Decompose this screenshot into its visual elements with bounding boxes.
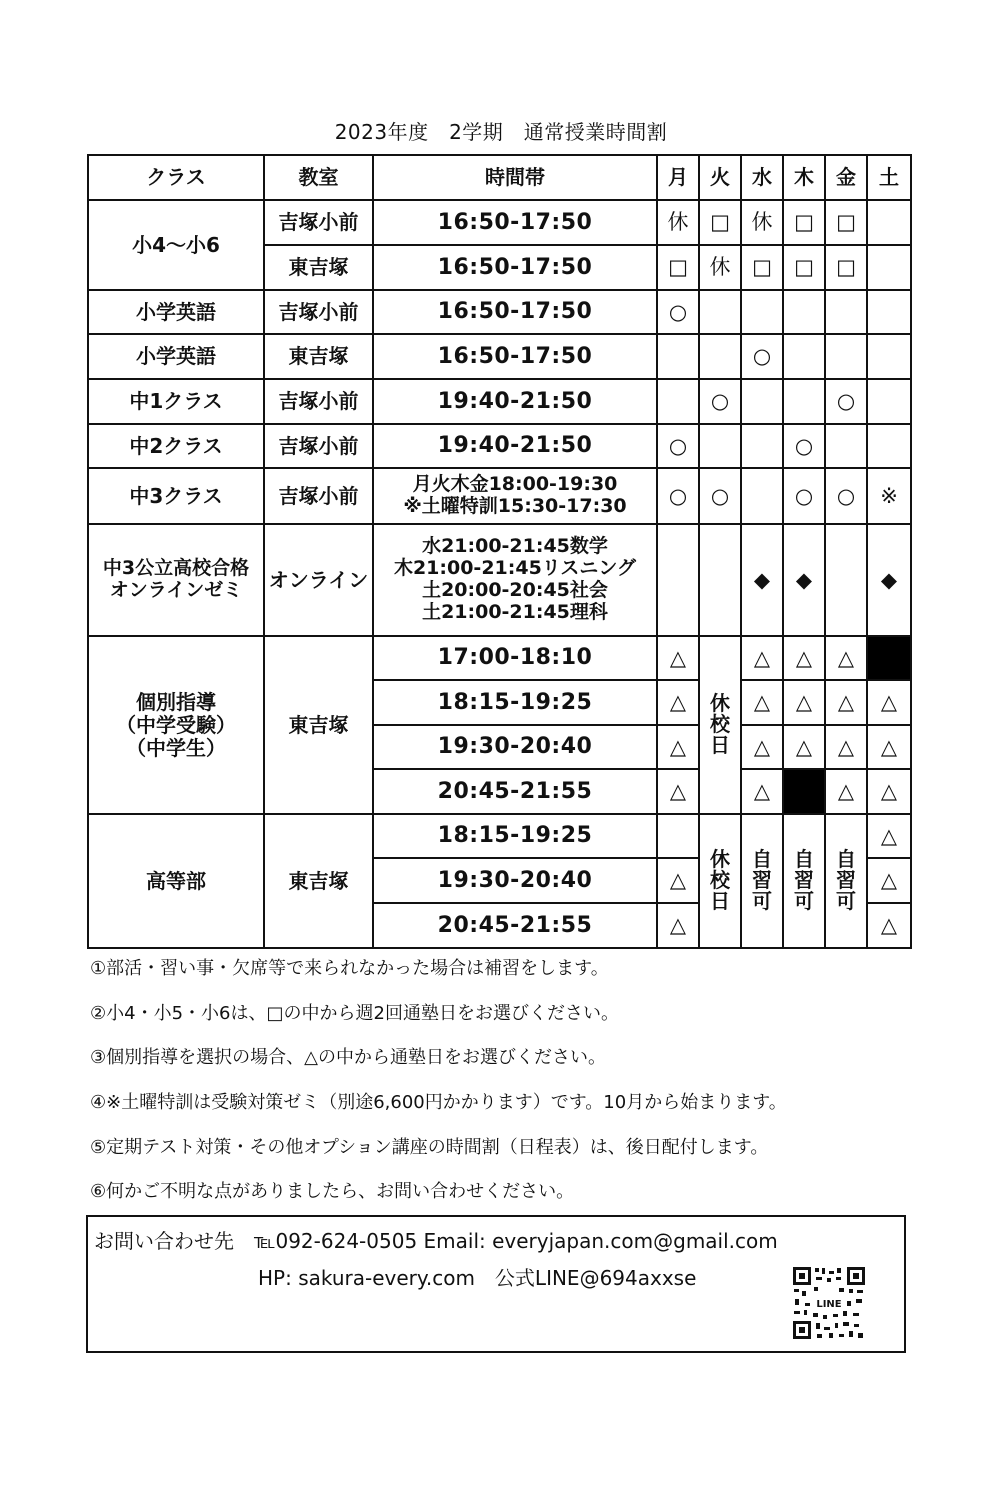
day-cell-mon bbox=[657, 524, 699, 636]
header-wed: 水 bbox=[741, 155, 783, 200]
note-item: ④※土曜特訓は受験対策ゼミ（別途6,600円かかります）です。10月から始まります。 bbox=[90, 1092, 787, 1114]
day-cell-tue bbox=[699, 290, 741, 334]
day-cell-mon: △ bbox=[657, 858, 699, 903]
day-cell-mon bbox=[657, 814, 699, 858]
time-cell bbox=[373, 524, 657, 636]
time-cell: 19:40-21:50 bbox=[373, 424, 657, 468]
time-line: 木21:00-21:45リスニング bbox=[393, 557, 637, 580]
time-cell: 19:40-21:50 bbox=[373, 379, 657, 424]
svg-text:LINE: LINE bbox=[816, 1299, 842, 1310]
day-cell-mon: △ bbox=[657, 903, 699, 948]
room-cell: 吉塚小前 bbox=[264, 200, 373, 245]
time-cell: 20:45-21:55 bbox=[373, 903, 657, 948]
day-cell-sat: △ bbox=[867, 814, 911, 858]
day-cell-fri: □ bbox=[825, 245, 867, 290]
day-cell-fri: △ bbox=[825, 725, 867, 769]
class-line: （中学生） bbox=[126, 735, 226, 760]
day-cell-thu bbox=[783, 379, 825, 424]
day-cell-mon: ○ bbox=[657, 468, 699, 524]
blocked-cell bbox=[867, 636, 911, 680]
timetable bbox=[87, 154, 912, 949]
day-cell-wed bbox=[741, 379, 783, 424]
day-cell-sat: △ bbox=[867, 680, 911, 725]
time-cell: 16:50-17:50 bbox=[373, 245, 657, 290]
table-row bbox=[88, 636, 911, 680]
day-cell-wed: △ bbox=[741, 680, 783, 725]
note-item: ②小4・小5・小6は、□の中から週2回通塾日をお選びください。 bbox=[90, 1002, 619, 1024]
header-sat: 土 bbox=[867, 155, 911, 200]
time-line: 土21:00-21:45理科 bbox=[422, 600, 608, 623]
class-cell: 中2クラス bbox=[88, 424, 264, 468]
day-cell-mon: 休 bbox=[657, 200, 699, 245]
day-cell-mon: ○ bbox=[657, 424, 699, 468]
contact-info: お問い合わせ先 ℡092-624-0505 Email: everyjapan.com@gmail.com bbox=[94, 1229, 778, 1253]
day-cell-mon: ○ bbox=[657, 290, 699, 334]
class-line: （中学受験） bbox=[116, 712, 236, 737]
room-cell: オンライン bbox=[264, 524, 373, 636]
day-cell-mon: △ bbox=[657, 636, 699, 680]
table-row bbox=[88, 424, 911, 468]
day-cell-fri: □ bbox=[825, 200, 867, 245]
self-study-label: 自 習 可 bbox=[752, 847, 772, 913]
time-cell: 18:15-19:25 bbox=[373, 814, 657, 858]
note-item: ⑤定期テスト対策・その他オプション講座の時間割（日程表）は、後日配付します。 bbox=[90, 1136, 769, 1158]
day-cell-tue: 休 bbox=[699, 245, 741, 290]
header-time: 時間帯 bbox=[373, 155, 657, 200]
day-cell-wed: ○ bbox=[741, 334, 783, 379]
self-study-cell bbox=[825, 814, 867, 948]
day-cell-wed: △ bbox=[741, 769, 783, 814]
day-cell-wed: △ bbox=[741, 636, 783, 680]
time-line: 水21:00-21:45数学 bbox=[422, 535, 608, 558]
header-row bbox=[88, 155, 911, 200]
day-cell-fri bbox=[825, 334, 867, 379]
day-cell-sat bbox=[867, 379, 911, 424]
day-cell-fri: △ bbox=[825, 680, 867, 725]
time-line: 月火木金18:00-19:30 bbox=[412, 473, 618, 496]
contact-web: HP: sakura-every.com 公式LINE@694axxse bbox=[258, 1266, 697, 1290]
day-cell-wed: 休 bbox=[741, 200, 783, 245]
day-cell-sat: △ bbox=[867, 725, 911, 769]
time-cell: 19:30-20:40 bbox=[373, 725, 657, 769]
time-cell: 18:15-19:25 bbox=[373, 680, 657, 725]
time-line: ※土曜特訓15:30-17:30 bbox=[403, 495, 627, 517]
note-item: ①部活・習い事・欠席等で来られなかった場合は補習をします。 bbox=[90, 958, 609, 979]
room-cell: 吉塚小前 bbox=[264, 379, 373, 424]
day-cell-thu bbox=[783, 290, 825, 334]
self-study-label: 自 習 可 bbox=[794, 847, 814, 913]
class-line: オンラインゼミ bbox=[109, 579, 243, 601]
day-cell-wed bbox=[741, 424, 783, 468]
page-title: 2023年度 2学期 通常授業時間割 bbox=[334, 120, 668, 144]
day-cell-sat: ◆ bbox=[867, 524, 911, 636]
day-cell-thu: ○ bbox=[783, 468, 825, 524]
class-line: 中3公立高校合格 bbox=[102, 557, 250, 580]
table-row bbox=[88, 468, 911, 524]
day-cell-thu: ○ bbox=[783, 424, 825, 468]
qr-code-icon bbox=[791, 1265, 867, 1341]
table-row bbox=[88, 334, 911, 379]
time-cell: 16:50-17:50 bbox=[373, 290, 657, 334]
day-cell-mon: △ bbox=[657, 769, 699, 814]
class-cell: 中1クラス bbox=[88, 379, 264, 424]
day-cell-mon: □ bbox=[657, 245, 699, 290]
day-cell-fri bbox=[825, 424, 867, 468]
day-cell-mon bbox=[657, 334, 699, 379]
day-cell-tue: □ bbox=[699, 200, 741, 245]
room-cell: 吉塚小前 bbox=[264, 424, 373, 468]
table-row bbox=[88, 200, 911, 245]
day-cell-sat bbox=[867, 245, 911, 290]
day-cell-wed: ◆ bbox=[741, 524, 783, 636]
time-cell: 16:50-17:50 bbox=[373, 200, 657, 245]
class-cell: 小学英語 bbox=[88, 334, 264, 379]
room-cell: 吉塚小前 bbox=[264, 468, 373, 524]
time-cell: 16:50-17:50 bbox=[373, 334, 657, 379]
time-cell: 20:45-21:55 bbox=[373, 769, 657, 814]
day-cell-thu: △ bbox=[783, 636, 825, 680]
day-cell-wed bbox=[741, 290, 783, 334]
day-cell-fri: △ bbox=[825, 636, 867, 680]
day-cell-sat bbox=[867, 334, 911, 379]
blocked-cell bbox=[783, 769, 825, 814]
header-class: クラス bbox=[88, 155, 264, 200]
day-cell-sat bbox=[867, 424, 911, 468]
class-line: 個別指導 bbox=[136, 689, 216, 714]
room-cell: 東吉塚 bbox=[264, 245, 373, 290]
time-cell: 17:00-18:10 bbox=[373, 636, 657, 680]
contact-box bbox=[86, 1215, 906, 1353]
day-cell-fri bbox=[825, 524, 867, 636]
day-cell-fri: △ bbox=[825, 769, 867, 814]
day-cell-thu: ◆ bbox=[783, 524, 825, 636]
closed-day-label: 休 校 日 bbox=[710, 847, 730, 913]
day-cell-thu bbox=[783, 334, 825, 379]
class-cell: 中3クラス bbox=[88, 468, 264, 524]
table-row bbox=[88, 290, 911, 334]
day-cell-fri bbox=[825, 290, 867, 334]
class-cell bbox=[88, 636, 264, 814]
table-row bbox=[88, 814, 911, 858]
time-line: 土20:00-20:45社会 bbox=[422, 579, 608, 601]
closed-day-cell bbox=[699, 814, 741, 948]
note-item: ③個別指導を選択の場合、△の中から通塾日をお選びください。 bbox=[90, 1047, 606, 1069]
day-cell-tue: ○ bbox=[699, 468, 741, 524]
note-item: ⑥何かご不明な点がありましたら、お問い合わせください。 bbox=[90, 1181, 575, 1203]
day-cell-sat bbox=[867, 290, 911, 334]
day-cell-mon: △ bbox=[657, 725, 699, 769]
day-cell-sat bbox=[867, 200, 911, 245]
room-cell: 東吉塚 bbox=[264, 334, 373, 379]
day-cell-sat: △ bbox=[867, 903, 911, 948]
room-cell: 吉塚小前 bbox=[264, 290, 373, 334]
day-cell-mon: △ bbox=[657, 680, 699, 725]
day-cell-tue: ○ bbox=[699, 379, 741, 424]
room-cell: 東吉塚 bbox=[264, 636, 373, 814]
class-cell: 小4～小6 bbox=[88, 200, 264, 290]
self-study-cell bbox=[741, 814, 783, 948]
header-room: 教室 bbox=[264, 155, 373, 200]
day-cell-thu: □ bbox=[783, 200, 825, 245]
day-cell-fri: ○ bbox=[825, 379, 867, 424]
header-fri: 金 bbox=[825, 155, 867, 200]
header-thu: 木 bbox=[783, 155, 825, 200]
day-cell-tue bbox=[699, 424, 741, 468]
time-cell bbox=[373, 468, 657, 524]
day-cell-sat: △ bbox=[867, 769, 911, 814]
notes-list bbox=[90, 956, 920, 1224]
self-study-cell bbox=[783, 814, 825, 948]
day-cell-thu: △ bbox=[783, 725, 825, 769]
day-cell-mon bbox=[657, 379, 699, 424]
class-cell bbox=[88, 524, 264, 636]
day-cell-thu: □ bbox=[783, 245, 825, 290]
day-cell-tue bbox=[699, 524, 741, 636]
closed-day-label: 休 校 日 bbox=[710, 691, 730, 757]
class-cell: 小学英語 bbox=[88, 290, 264, 334]
day-cell-sat: △ bbox=[867, 858, 911, 903]
class-cell: 高等部 bbox=[88, 814, 264, 948]
room-cell: 東吉塚 bbox=[264, 814, 373, 948]
closed-day-cell bbox=[699, 636, 741, 814]
header-mon: 月 bbox=[657, 155, 699, 200]
table-row bbox=[88, 524, 911, 636]
day-cell-fri: ○ bbox=[825, 468, 867, 524]
day-cell-thu: △ bbox=[783, 680, 825, 725]
day-cell-wed bbox=[741, 468, 783, 524]
table-row bbox=[88, 379, 911, 424]
time-cell: 19:30-20:40 bbox=[373, 858, 657, 903]
day-cell-wed: □ bbox=[741, 245, 783, 290]
day-cell-sat: ※ bbox=[867, 468, 911, 524]
day-cell-tue bbox=[699, 334, 741, 379]
day-cell-wed: △ bbox=[741, 725, 783, 769]
self-study-label: 自 習 可 bbox=[836, 847, 856, 913]
header-tue: 火 bbox=[699, 155, 741, 200]
